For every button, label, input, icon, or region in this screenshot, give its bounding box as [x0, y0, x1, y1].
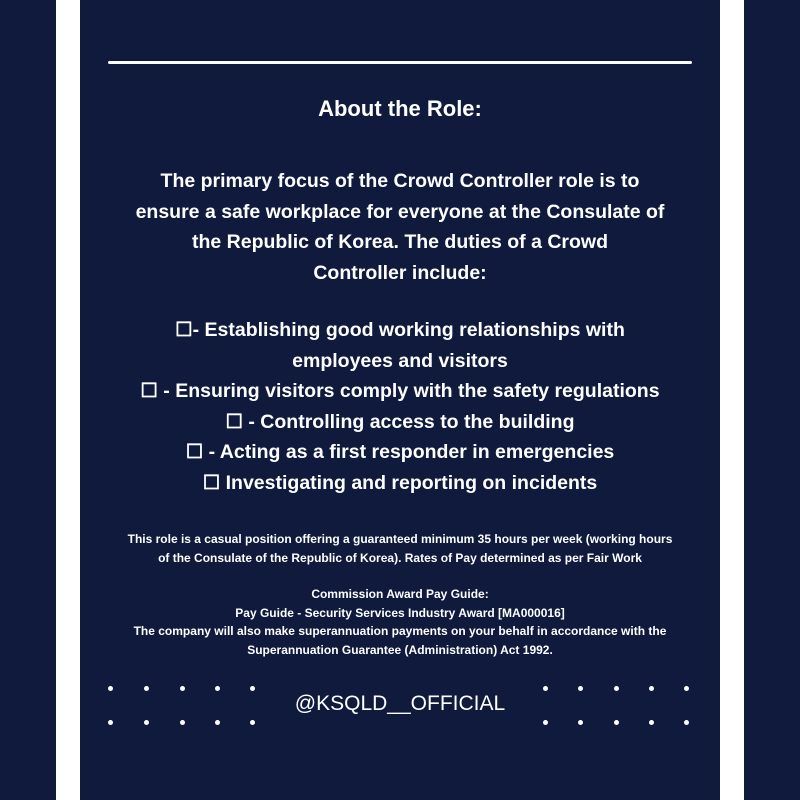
intro-line: Controller include: [313, 261, 487, 284]
duty-item: ☐ - Acting as a first responder in emergencies [185, 441, 615, 463]
decorative-dot [144, 720, 149, 725]
details-line: Superannuation Guarantee (Administration) Act 1992. [247, 642, 553, 657]
details-line: This role is a casual position offering a guaranteed minimum 35 hours per week (working hours [127, 532, 673, 546]
decorative-dot [684, 686, 689, 691]
duty-item-continuation: employees and visitors [292, 349, 508, 372]
decorative-dot [108, 686, 113, 691]
decorative-dot [215, 720, 220, 725]
decorative-dot [180, 686, 185, 691]
decorative-dot [215, 686, 220, 691]
duty-item: ☐ - Controlling access to the building [225, 410, 575, 433]
intro-line: the Republic of Korea. The duties of a Crowd [191, 231, 609, 253]
decorative-dot [543, 720, 548, 725]
decorative-dot [578, 686, 583, 691]
intro-line: The primary focus of the Crowd Controller role is to [160, 170, 640, 192]
left-white-band [56, 0, 80, 800]
top-divider [108, 61, 692, 64]
details-line: Commission Award Pay Guide: [311, 587, 489, 601]
details-line: Pay Guide - Security Services Industry Award [MA000016] [235, 605, 565, 620]
decorative-dot [578, 720, 583, 725]
intro-paragraph [130, 166, 670, 288]
duty-item: ☐ - Ensuring visitors comply with the safety regulations [140, 380, 660, 402]
details-line: The company will also make superannuation payments on your behalf in accordance with the [133, 624, 667, 638]
decorative-dot [180, 720, 185, 725]
social-handle: @KSQLD__OFFICIAL [294, 692, 506, 715]
right-white-band [720, 0, 744, 800]
heading: About the Role: [318, 96, 482, 121]
decorative-dot [250, 720, 255, 725]
employment-details [90, 530, 710, 659]
decorative-dot [543, 686, 548, 691]
decorative-dot [614, 686, 619, 691]
decorative-dot [614, 720, 619, 725]
decorative-dot [649, 720, 654, 725]
decorative-dot [684, 720, 689, 725]
decorative-dot [144, 686, 149, 691]
spacer [90, 567, 710, 585]
duty-item: ☐ Investigating and reporting on incidents [202, 471, 598, 494]
left-edge [0, 0, 56, 800]
decorative-dot [250, 686, 255, 691]
right-edge [744, 0, 800, 800]
details-line: of the Consulate of the Republic of Korea). Rates of Pay determined as per Fair Work [158, 550, 642, 565]
duty-item: ☐- Establishing good working relationships with [175, 319, 625, 341]
intro-line: ensure a safe workplace for everyone at the Consulate of [135, 200, 665, 223]
decorative-dot [108, 720, 113, 725]
duties-list [80, 315, 720, 498]
decorative-dot [649, 686, 654, 691]
